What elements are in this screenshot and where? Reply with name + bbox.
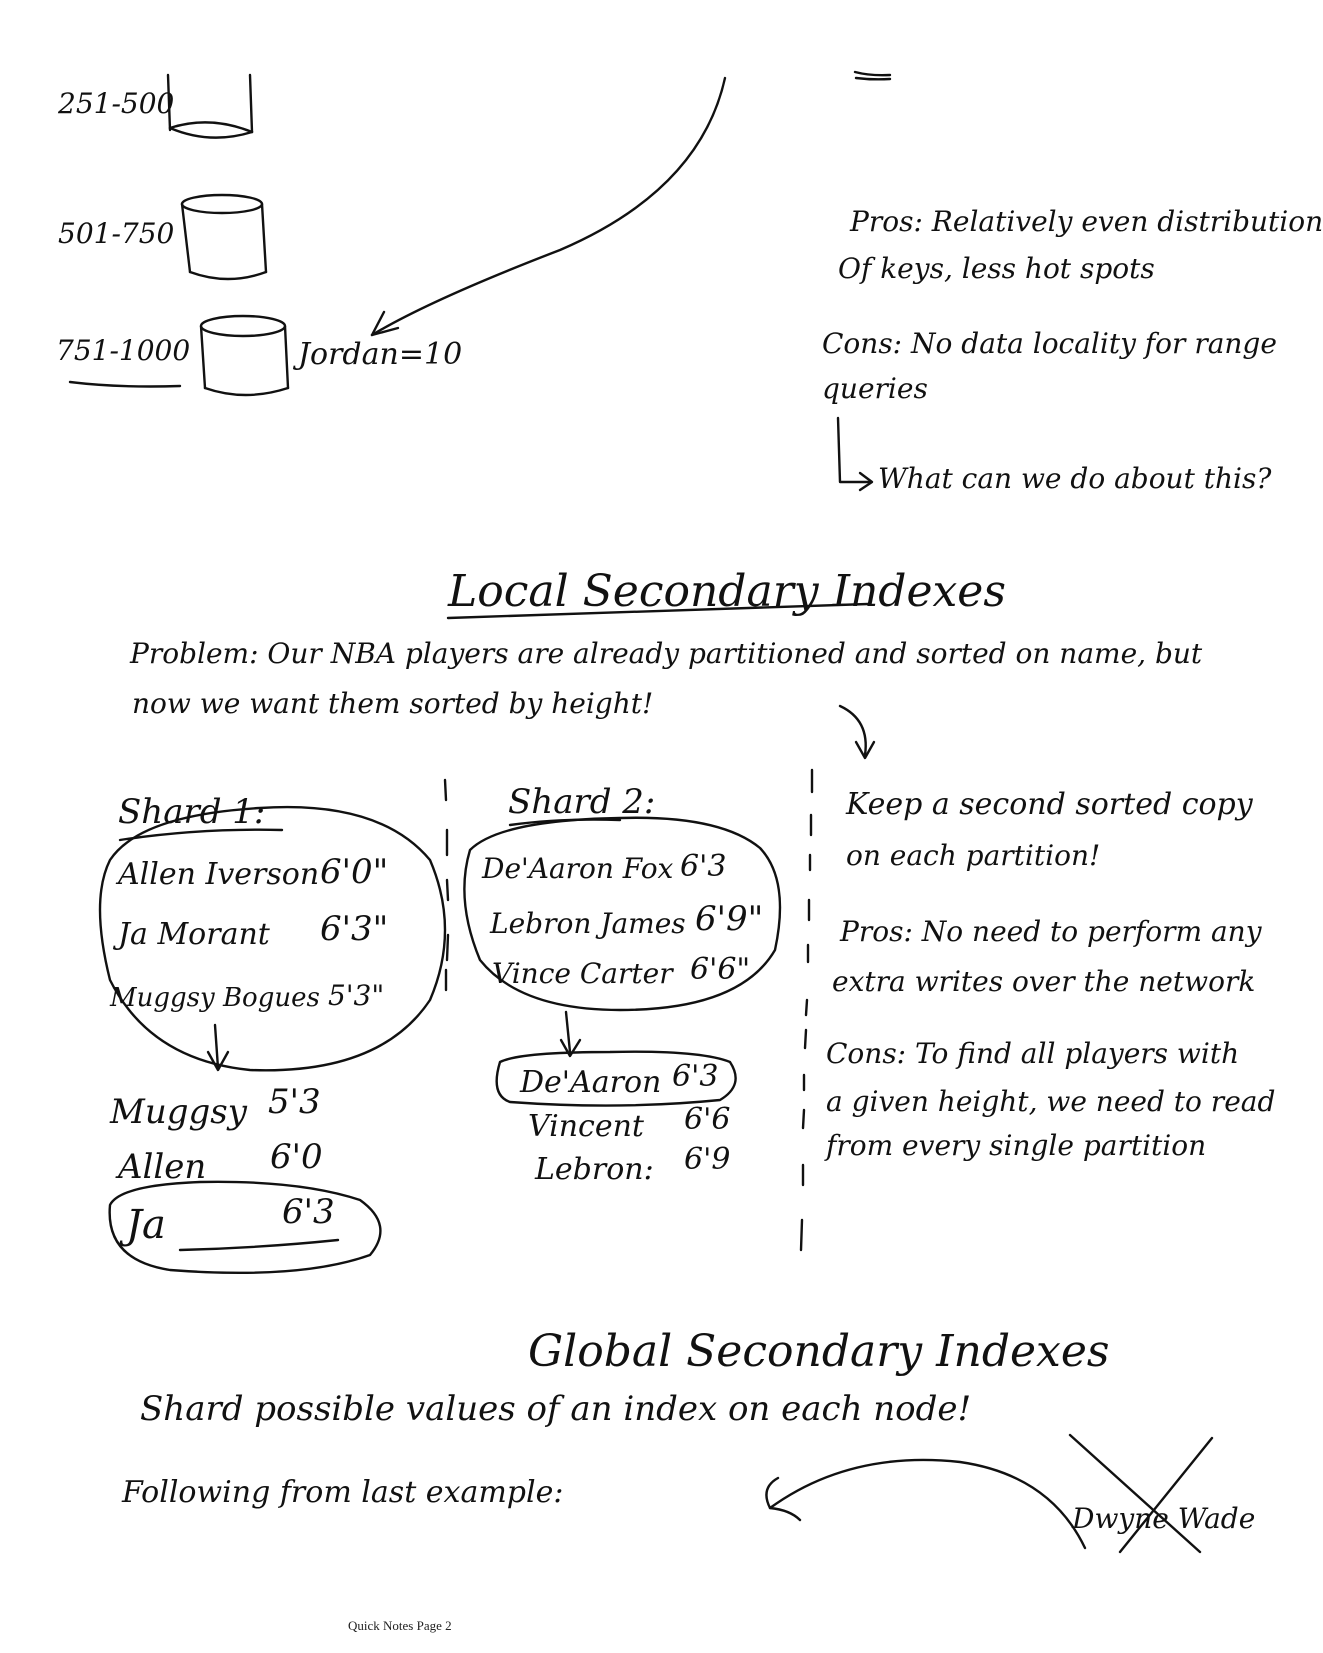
local-title: Local Secondary Indexes: [448, 566, 1006, 617]
cons-line-1: Cons: No data locality for range: [822, 327, 1277, 360]
shard2-sorted-name: De'Aaron: [520, 1065, 662, 1100]
shard1-player-height: 5'3": [328, 979, 385, 1012]
pros-line-1: Pros: Relatively even distribution: [850, 205, 1323, 238]
cons-line-2: queries: [822, 372, 928, 405]
shard1-player-name: Muggsy Bogues: [110, 983, 320, 1013]
shard1-sorted-height: 5'3: [268, 1082, 321, 1122]
global-title: Global Secondary Indexes: [528, 1326, 1110, 1377]
global-arrow: [770, 1460, 1085, 1548]
partition-cylinder-2: [182, 195, 266, 279]
keep-line-2: on each partition!: [846, 839, 1101, 872]
shard1-player-name: Ja Morant: [118, 917, 270, 952]
shard2-player-name: Lebron James: [490, 907, 686, 940]
global-line-1: Shard possible values of an index on each node!: [140, 1389, 972, 1429]
range-underline: [70, 382, 180, 387]
pros-line-2: Of keys, less hot spots: [838, 252, 1155, 285]
page-footer: Quick Notes Page 2: [348, 1618, 452, 1633]
range-label-1: 251-500: [58, 87, 175, 120]
shard2-sorted-height: 6'9: [684, 1142, 731, 1177]
local-cons-line-2: a given height, we need to read: [826, 1085, 1276, 1118]
keep-arrow: [840, 706, 866, 755]
shard-divider-2: [801, 770, 812, 1250]
local-cons-line-3: from every single partition: [826, 1129, 1207, 1162]
shard2-player-height: 6'6": [690, 952, 751, 987]
shard2-sorted-height: 6'6: [684, 1102, 731, 1137]
shard2-sorted-name: Vincent: [528, 1109, 644, 1144]
crossed-out-name: Dwyne Wade: [1072, 1502, 1256, 1535]
shard1-sorted-name: Muggsy: [110, 1092, 247, 1132]
ja-underline: [180, 1240, 338, 1250]
followup-hook-arrow: [838, 418, 870, 482]
shard1-player-height: 6'3": [320, 909, 389, 949]
local-cons-line-1: Cons: To find all players with: [826, 1037, 1240, 1070]
local-pros-line-1: Pros: No need to perform any: [840, 915, 1262, 948]
shard-divider-1: [445, 780, 448, 990]
shard1-sorted-name: Allen: [118, 1147, 207, 1187]
shard1-sorted-height: 6'3: [282, 1192, 335, 1232]
shard2-player-name: De'Aaron Fox: [482, 852, 674, 885]
ink-mark: [855, 72, 890, 79]
shard2-sorted-name: Lebron:: [535, 1152, 654, 1187]
hash-arrow: [372, 78, 725, 335]
jordan-label: Jordan=10: [298, 337, 463, 372]
problem-line-1: Problem: Our NBA players are already partitioned and sorted on name, but: [130, 637, 1203, 670]
shard2-sort-arrow: [566, 1012, 570, 1052]
shard1-sort-arrow: [215, 1025, 218, 1068]
range-label-2: 501-750: [58, 217, 175, 250]
shard1-label: Shard 1:: [118, 792, 266, 832]
keep-line-1: Keep a second sorted copy: [846, 787, 1253, 822]
local-pros-line-2: extra writes over the network: [832, 965, 1256, 998]
shard1-player-height: 6'0": [320, 852, 389, 892]
shard2-sorted-height: 6'3: [672, 1059, 719, 1094]
shard1-player-name: Allen Iverson: [118, 857, 320, 892]
shard2-label: Shard 2:: [508, 782, 656, 822]
partition-cylinder-1: [168, 75, 252, 138]
global-line-2: Following from last example:: [122, 1475, 564, 1510]
problem-line-2: now we want them sorted by height!: [132, 687, 654, 720]
shard2-player-height: 6'3: [680, 849, 727, 884]
cons-followup: What can we do about this?: [878, 462, 1272, 495]
shard1-sorted-name: Ja: [126, 1202, 166, 1248]
partition-cylinder-3: [201, 316, 288, 395]
shard2-player-height: 6'9": [695, 899, 764, 939]
range-label-3: 751-1000: [56, 334, 191, 367]
shard2-player-name: Vince Carter: [492, 957, 673, 990]
shard1-sorted-height: 6'0: [270, 1137, 323, 1177]
